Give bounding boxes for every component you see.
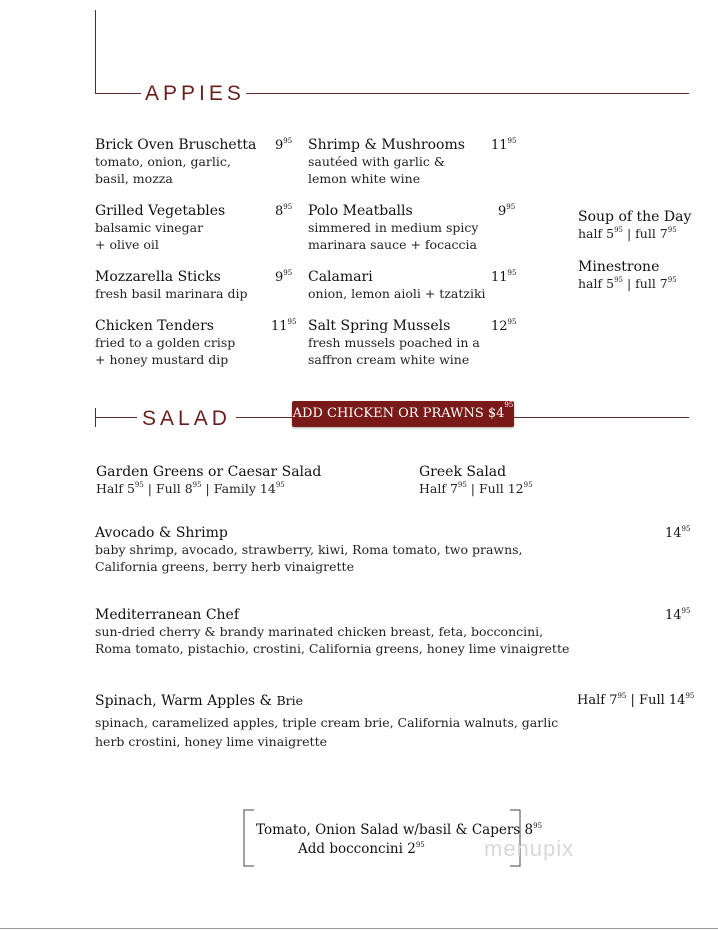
item-name: Mozzarella Sticks: [95, 269, 221, 285]
item-name: Avocado & Shrimp: [95, 525, 228, 541]
item-name: Garden Greens or Caesar Salad: [96, 464, 322, 480]
item-price: Half $7^{95}$ | Full $14^{95}$: [577, 692, 695, 708]
salad-item-mediterranean: [95, 607, 569, 657]
item-desc: baby shrimp, avocado, strawberry, kiwi, Roma tomato, two prawns,: [95, 542, 523, 557]
item-desc: balsamic vinegar: [95, 220, 204, 235]
item-desc: lemon white wine: [308, 170, 421, 186]
appie-item: [308, 318, 480, 368]
item-prices: Half $5^{95}$ | Full $8^{95}$ | Family $14^{95}$: [96, 481, 285, 496]
salad-rule-right: [514, 417, 689, 418]
watermark: menupix: [484, 836, 575, 861]
salad-item-spinach: [95, 692, 558, 751]
item-desc: marinara sauce + focaccia: [308, 236, 477, 252]
soup-item: [578, 259, 677, 292]
item-desc: tomato, onion, garlic,: [95, 154, 231, 169]
appies-rule-right: [246, 93, 689, 94]
item-price: $14^{95}$: [665, 525, 691, 541]
salad-title: SALAD: [142, 407, 231, 430]
item-name: Shrimp & Mushrooms: [308, 137, 465, 153]
appie-item: [308, 137, 465, 187]
item-name: Chicken Tenders: [95, 318, 214, 334]
item-desc: + olive oil: [95, 236, 159, 252]
appie-item: [95, 269, 247, 303]
appies-title: APPIES: [145, 82, 245, 105]
bottom-edge: [0, 928, 718, 929]
appie-item: [95, 203, 225, 253]
item-name: Greek Salad: [419, 464, 507, 480]
salad-item-garden: [96, 464, 321, 497]
item-desc: simmered in medium spicy: [308, 220, 479, 235]
soup-prices: half $5^{95}$ | full $7^{95}$: [578, 226, 677, 241]
item-price: $9^{95}$: [275, 269, 293, 285]
item-price: $11^{95}$: [491, 137, 517, 153]
item-desc: fresh mussels poached in a: [308, 335, 480, 350]
salad-rule-left: [95, 417, 137, 418]
item-price: $9^{95}$: [498, 203, 516, 219]
item-name: Spinach, Warm Apples & Brie: [95, 693, 303, 709]
item-name: Mediterranean Chef: [95, 607, 240, 623]
item-desc: California greens, berry herb vinaigrette: [95, 558, 354, 574]
item-desc: onion, lemon aioli + tzatziki: [308, 286, 486, 301]
appie-item: [308, 203, 479, 253]
salad-item-avocado: [95, 525, 523, 575]
item-name: Salt Spring Mussels: [308, 318, 451, 334]
item-name: Polo Meatballs: [308, 203, 413, 219]
item-price: $9^{95}$: [275, 137, 293, 153]
soup-item: [578, 209, 691, 242]
appie-item: [95, 137, 256, 187]
item-name: Calamari: [308, 269, 373, 285]
item-desc: fried to a golden crisp: [95, 335, 236, 350]
item-desc: sautéed with garlic &: [308, 154, 445, 169]
add-protein-banner: ADD CHICKEN OR PRAWNS $\$4^{95}$: [292, 401, 514, 427]
item-prices: Half $7^{95}$ | Full $12^{95}$: [419, 481, 533, 496]
item-desc: basil, mozza: [95, 170, 173, 186]
item-price: $8^{95}$: [275, 203, 293, 219]
item-price: $11^{95}$: [271, 318, 297, 334]
add-bocconcini-line: Add bocconcini $2^{95}$: [298, 841, 425, 857]
soup-prices: half $5^{95}$ | full $7^{95}$: [578, 276, 677, 291]
item-desc: + honey mustard dip: [95, 351, 229, 367]
item-price: $14^{95}$: [665, 607, 691, 623]
appies-rule-left: [95, 93, 141, 94]
item-desc: herb crostini, honey lime vinaigrette: [95, 734, 327, 749]
tomato-salad-line: Tomato, Onion Salad w/basil & Capers $8^{95}$: [256, 822, 543, 838]
salad-rule-mid: [236, 417, 292, 418]
item-desc: spinach, caramelized apples, triple cream brie, California walnuts, garlic: [95, 715, 559, 730]
item-desc: saffron cream white wine: [308, 351, 470, 367]
soup-name: Minestrone: [578, 259, 660, 275]
item-price: $12^{95}$: [491, 318, 517, 334]
item-desc: Roma tomato, pistachio, crostini, California greens, honey lime vinaigrette: [95, 640, 570, 656]
salad-item-greek: [419, 464, 533, 497]
item-desc: sun-dried cherry & brandy marinated chicken breast, feta, bocconcini,: [95, 624, 544, 639]
item-desc: fresh basil marinara dip: [95, 286, 248, 301]
frame-left-line: [95, 10, 96, 93]
item-price: $11^{95}$: [491, 269, 517, 285]
item-name: Brick Oven Bruschetta: [95, 137, 257, 153]
appie-item: [95, 318, 235, 368]
soup-name: Soup of the Day: [578, 209, 692, 225]
appie-item: [308, 269, 486, 303]
item-name: Grilled Vegetables: [95, 203, 226, 219]
